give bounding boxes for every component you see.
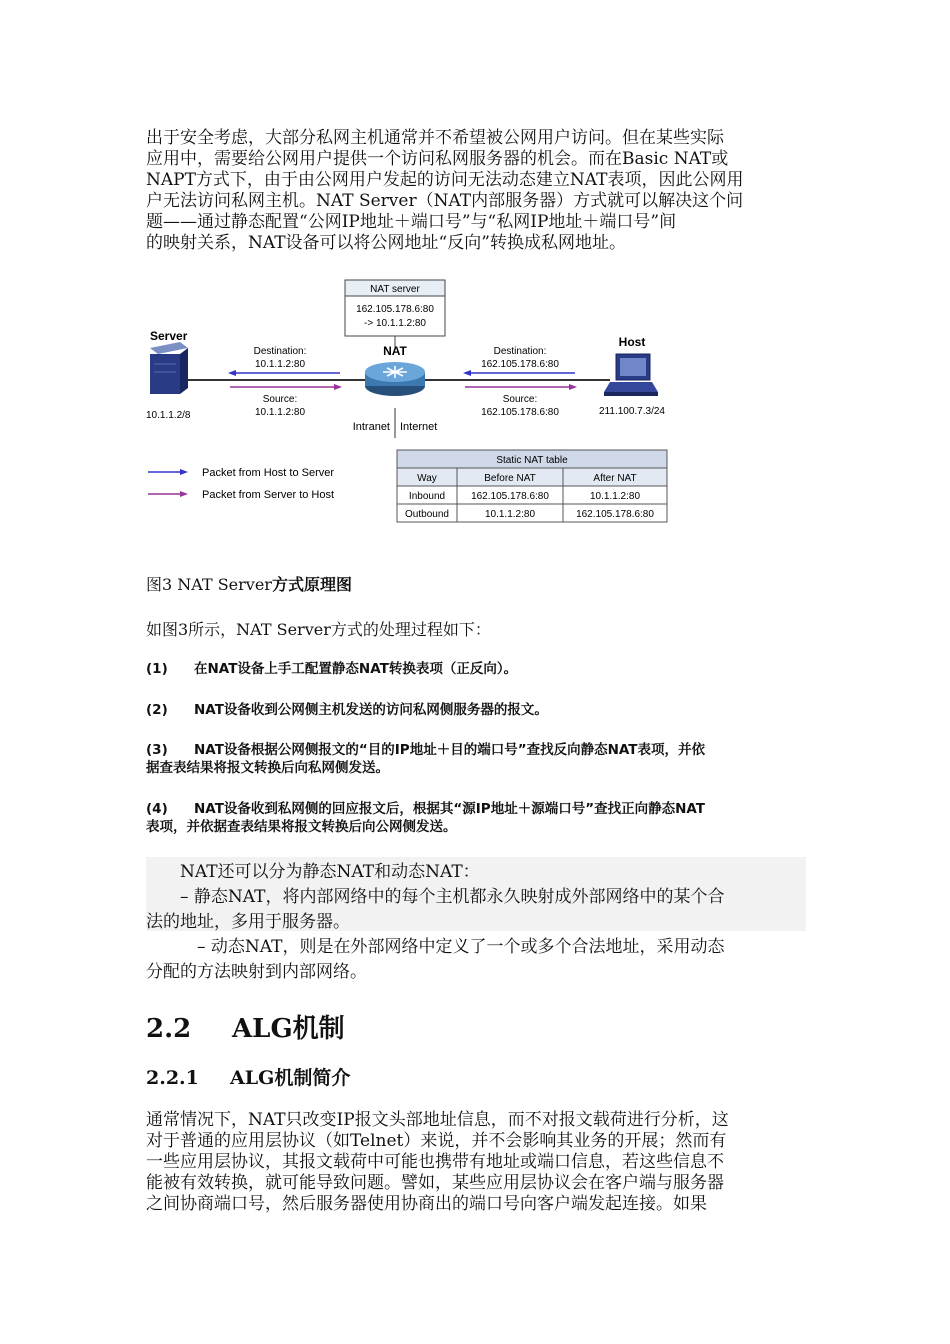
legend-host-to-server: Packet from Host to Server [202,467,335,479]
table-cell: 162.105.178.6:80 [576,509,654,520]
text-line: 之间协商端口号，然后服务器使用协商出的端口号向客户端发起连接。如果 [146,1194,707,1214]
table-cell: Inbound [408,491,446,502]
server-icon [150,342,188,394]
step-4 [146,800,816,836]
section-heading [146,1008,345,1045]
step-3 [146,741,816,777]
text-line: 法的地址，多用于服务器。 [146,912,350,932]
table-title: Static NAT table [496,455,568,466]
step-text: NAT设备根据公网侧报文的“目的IP地址＋目的端口号”查找反向静态NAT表项，并依 [194,742,705,758]
step-number: (1) [146,661,168,677]
figure-caption [146,572,352,595]
left-destination-value: 10.1.1.2:80 [254,359,306,370]
table-cell: 10.1.1.2:80 [589,491,641,502]
step-number: (3) [146,742,168,758]
table-header-way: Way [417,473,437,484]
text-line: NAPT方式下，由于由公网用户发起的访问无法动态建立NAT表项，因此公网用 [146,170,744,190]
nat-server-mapping-public: 162.105.178.6:80 [356,304,434,315]
text-line: 应用中，需要给公网用户提供一个访问私网服务器的机会。而在Basic NAT或 [146,149,729,169]
host-ip: 211.100.7.3/24 [599,406,665,417]
step-text: 据查表结果将报文转换后向私网侧发送。 [146,760,389,776]
subsection-heading [146,1063,350,1090]
step-1 [146,660,816,678]
nat-server-diagram [140,276,680,536]
text-line: 对于普通的应用层协议（如Telnet）来说，并不会影响其业务的开展；然而有 [146,1131,727,1151]
table-header-after: After NAT [593,473,637,484]
intranet-label: Intranet [352,421,390,433]
text-line: 户无法访问私网主机。NAT Server（NAT内部服务器）方式就可以解决这个问 [146,191,744,211]
table-header-before: Before NAT [484,473,536,484]
section-number: 2.2 [146,1014,192,1044]
host-label: Host [618,335,646,349]
nat-label: NAT [383,344,407,358]
paragraph-nat-types [146,860,806,985]
text-line: – 静态NAT，将内部网络中的每个主机都永久映射成外部网络中的某个合 [146,887,725,907]
caption-prefix: 图3 NAT Server [146,575,272,594]
step-text: 表项，并依据查表结果将报文转换后向公网侧发送。 [146,819,457,835]
step-text: NAT设备收到公网侧主机发送的访问私网侧服务器的报文。 [194,702,548,718]
table-cell: Outbound [405,509,449,520]
right-source-value: 162.105.178.6:80 [481,407,559,418]
static-nat-table [397,450,667,522]
text-line: 一些应用层协议，其报文载荷中可能也携带有地址或端口信息，若这些信息不 [146,1152,724,1172]
process-intro: 如图3所示，NAT Server方式的处理过程如下： [146,620,491,639]
caption-suffix: 方式原理图 [271,575,352,594]
section-title: ALG机制 [232,1014,345,1044]
left-source-label: Source: [262,394,298,405]
text-line: 能被有效转换，就可能导致问题。譬如，某些应用层协议会在客户端与服务器 [146,1173,724,1193]
right-source-label: Source: [502,394,538,405]
step-2 [146,701,816,719]
table-cell: 162.105.178.6:80 [471,491,549,502]
table-cell: 10.1.1.2:80 [484,509,536,520]
right-destination-label: Destination: [493,346,547,357]
server-ip: 10.1.1.2/8 [146,410,191,421]
text-line: 的映射关系，NAT设备可以将公网地址“反向”转换成私网地址。 [146,233,626,253]
left-destination-label: Destination: [253,346,307,357]
internet-label: Internet [400,421,438,433]
step-number: (2) [146,702,168,718]
subsection-number: 2.2.1 [146,1067,199,1089]
paragraph-alg [146,1110,806,1215]
nat-server-title: NAT server [370,284,420,295]
legend-server-to-host: Packet from Server to Host [202,489,335,501]
host-pc-icon [604,354,658,396]
text-line: 题——通过静态配置“公网IP地址＋端口号”与“私网IP地址＋端口号”间 [146,212,677,232]
step-text: 在NAT设备上手工配置静态NAT转换表项（正反向）。 [194,661,518,677]
text-line: NAT还可以分为静态NAT和动态NAT： [146,862,480,882]
server-label: Server [150,329,188,343]
text-line: 通常情况下，NAT只改变IP报文头部地址信息，而不对报文载荷进行分析，这 [146,1110,729,1130]
left-source-value: 10.1.1.2:80 [254,407,306,418]
nat-server-mapping-private: -> 10.1.1.2:80 [364,318,426,329]
right-destination-value: 162.105.178.6:80 [481,359,559,370]
subsection-title: ALG机制简介 [230,1067,351,1089]
step-number: (4) [146,801,168,817]
paragraph-nat-server-intro [146,128,806,254]
text-line: – 动态NAT，则是在外部网络中定义了一个或多个合法地址，采用动态 [146,937,725,957]
text-line: 出于安全考虑，大部分私网主机通常并不希望被公网用户访问。但在某些实际 [146,128,724,148]
step-text: NAT设备收到私网侧的回应报文后，根据其“源IP地址＋源端口号”查找正向静态NAT [194,801,705,817]
text-line: 分配的方法映射到内部网络。 [146,962,367,982]
nat-router-icon [365,362,425,396]
